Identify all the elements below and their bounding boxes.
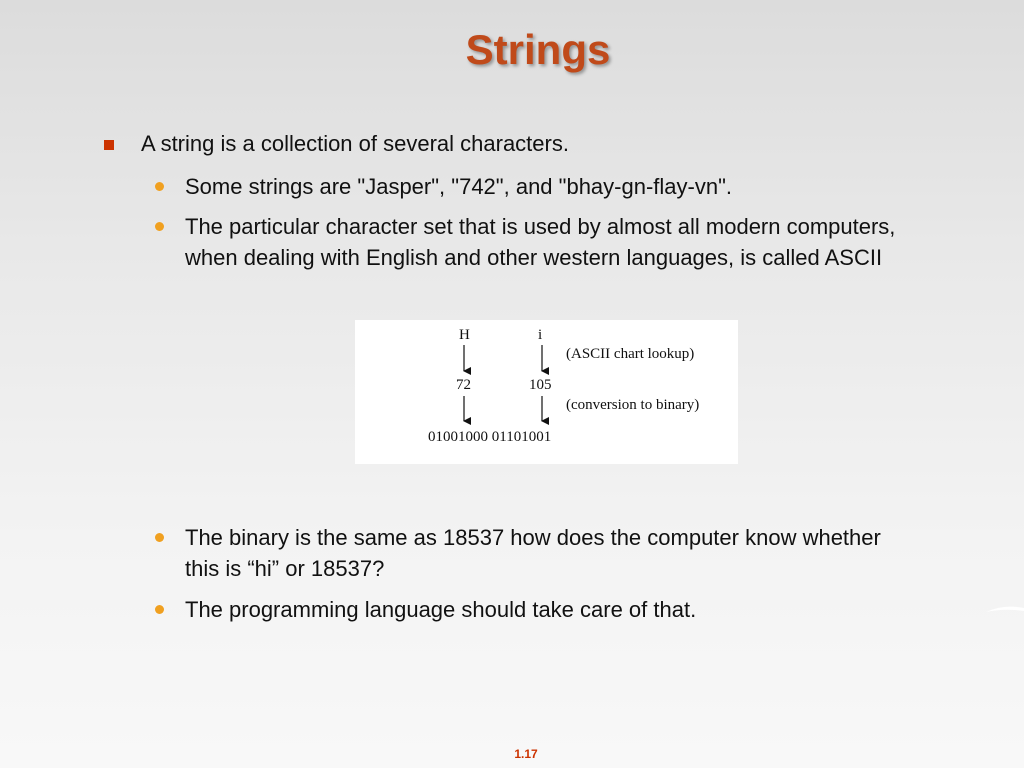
page-number: 1.17 [514,747,538,761]
dot-bullet-icon [155,605,164,614]
dot-bullet-icon [155,182,164,191]
code-72-label: 72 [456,377,471,393]
char-i-label: i [538,327,543,343]
slide-title: Strings [465,26,611,73]
ascii-diagram [356,321,737,463]
char-h-label: H [459,327,470,343]
bullet-sub-2-text: The particular character set that is used by almost all modern computers, when dealing with English and other western languages, is called ASCII [185,214,896,270]
decorative-swoosh [984,600,1024,620]
dot-bullet-icon [155,533,164,542]
dot-bullet-icon [155,222,164,231]
binary-value-label: 01001000 01101001 [428,429,552,445]
ascii-lookup-label: (ASCII chart lookup) [566,346,695,362]
code-105-label: 105 [529,377,552,393]
bullet-sub-3-text: The binary is the same as 18537 how does the computer know whether this is “hi” or 18537? [185,525,881,581]
ascii-conversion-figure [355,320,738,464]
square-bullet-icon [104,140,114,150]
bullet-sub-1-text: Some strings are "Jasper", "742", and "bhay-gn-flay-vn". [185,174,733,199]
binary-conversion-label: (conversion to binary) [566,397,700,413]
bullet-main-text: A string is a collection of several characters. [141,131,569,156]
bullet-sub-4-text: The programming language should take care of that. [185,597,697,622]
